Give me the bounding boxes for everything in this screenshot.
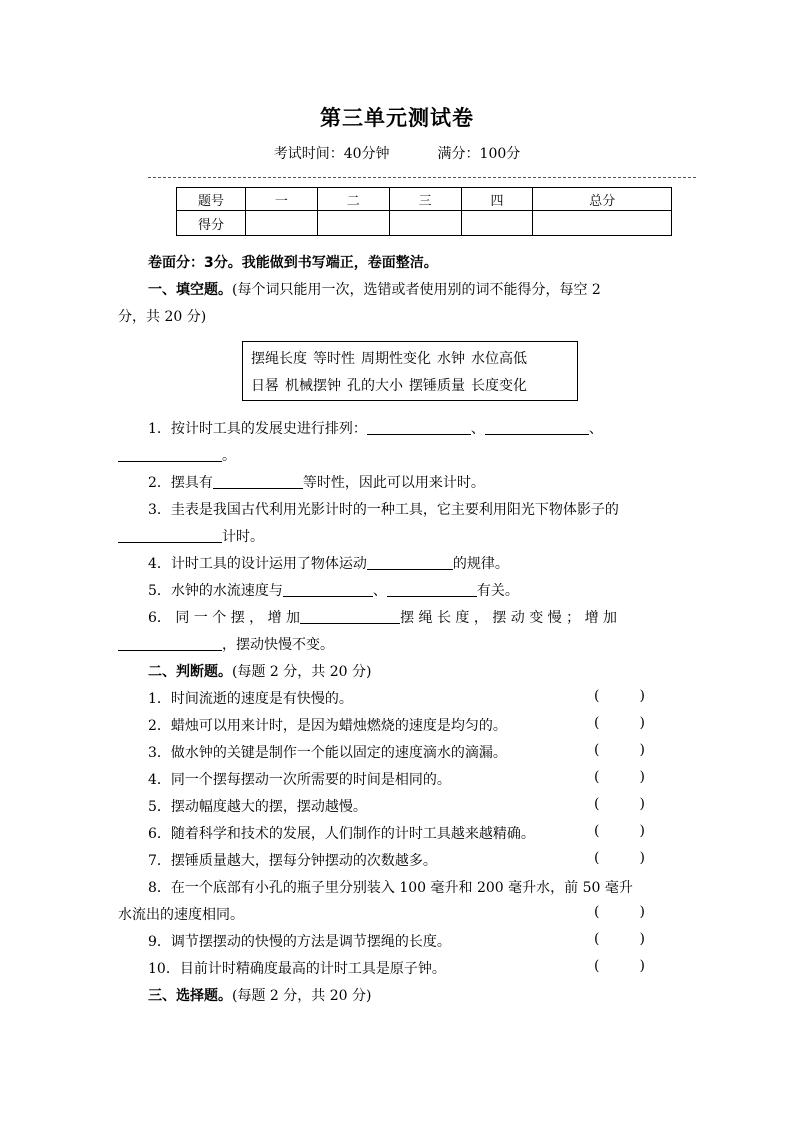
judge-item: 1．时间流逝的速度是有快慢的。 — [148, 691, 353, 707]
question-1-cont: 。 — [118, 445, 680, 465]
answer-paren[interactable]: ( ) — [594, 904, 645, 920]
answer-blank[interactable] — [300, 609, 400, 624]
divider — [148, 177, 696, 178]
score-cell: 得分 — [177, 211, 246, 236]
score-cell: 总分 — [533, 188, 672, 211]
section3-instructions: (每题 2 分，共 20 分) — [232, 988, 372, 1004]
word-bank-row — [251, 348, 533, 368]
answer-blank[interactable] — [367, 420, 471, 435]
judge-item: 4．同一个摆每摆动一次所需要的时间是相同的。 — [148, 772, 451, 788]
answer-blank[interactable] — [367, 555, 453, 570]
word-bank-item: 水位高低 — [471, 351, 527, 367]
score-cell: 二 — [317, 188, 389, 211]
answer-blank[interactable] — [118, 636, 222, 651]
section1-instructions-cont: 分，共 20 分) — [118, 309, 207, 325]
question-4: 4．计时工具的设计运用了物体运动 的规律。 — [148, 556, 509, 572]
score-input-cell[interactable] — [317, 211, 389, 236]
answer-paren[interactable]: ( ) — [594, 823, 645, 839]
section2-header — [148, 661, 710, 681]
answer-blank[interactable] — [118, 447, 222, 462]
score-input-cell[interactable] — [461, 211, 533, 236]
question-5: 5．水钟的水流速度与 、 有关。 — [148, 583, 519, 599]
full-marks: 满分：100分 — [437, 146, 521, 162]
answer-paren[interactable]: ( ) — [594, 742, 645, 758]
score-cell: 一 — [246, 188, 318, 211]
question-3: 3．圭表是我国古代利用光影计时的一种工具，它主要利用阳光下物体影子的 — [148, 502, 619, 518]
judge-item: 2．蜡烛可以用来计时，是因为蜡烛燃烧的速度是均匀的。 — [148, 718, 507, 734]
section1-instructions: (每个词只能用一次，选错或者使用别的词不能得分，每空 2 — [232, 282, 601, 298]
neatness-note: 卷面分：3分。我能做到书写端正，卷面整洁。 — [148, 255, 438, 271]
answer-blank[interactable] — [213, 474, 303, 489]
word-bank-item: 机械摆钟 — [285, 378, 341, 394]
judge-item: 10．目前计时精确度最高的计时工具是原子钟。 — [148, 961, 446, 977]
question-3-cont: 计时。 — [118, 526, 680, 546]
word-bank-item: 等时性 — [313, 351, 355, 367]
answer-paren[interactable]: ( ) — [594, 769, 645, 785]
answer-paren[interactable]: ( ) — [594, 958, 645, 974]
judge-item: 9．调节摆摆动的快慢的方法是调节摆绳的长度。 — [148, 934, 451, 950]
word-bank-item: 孔的大小 — [347, 378, 403, 394]
question-1: 1．按计时工具的发展史进行排列： 、 、 — [148, 421, 603, 437]
score-input-cell[interactable] — [533, 211, 672, 236]
section3-title: 三、选择题。 — [148, 988, 232, 1004]
section3-header — [148, 985, 710, 1005]
judge-item: 7．摆锤质量越大，摆每分钟摆动的次数越多。 — [148, 853, 437, 869]
word-bank — [242, 341, 578, 401]
question-6-cont: ，摆动快慢不变。 — [118, 634, 680, 654]
answer-blank[interactable] — [387, 582, 477, 597]
answer-paren[interactable]: ( ) — [594, 715, 645, 731]
score-input-cell[interactable] — [246, 211, 318, 236]
exam-time: 考试时间：40分钟 — [273, 146, 390, 162]
word-bank-item: 摆锤质量 — [409, 378, 465, 394]
answer-blank[interactable] — [485, 420, 589, 435]
judge-item: 8．在一个底部有小孔的瓶子里分别装入 100 毫升和 200 毫升水，前 50 毫升 — [148, 880, 633, 896]
question-6: 6． 同 一 个 摆 ， 增 加 摆 绳 长 度 ， 摆 动 变 慢 ； 增 加 — [148, 610, 618, 626]
score-cell: 题号 — [177, 188, 246, 211]
score-input-cell[interactable] — [389, 211, 461, 236]
answer-paren[interactable]: ( ) — [594, 931, 645, 947]
judge-item: 3．做水钟的关键是制作一个能以固定的速度滴水的滴漏。 — [148, 745, 507, 761]
score-cell: 三 — [389, 188, 461, 211]
section2-instructions: (每题 2 分，共 20 分) — [232, 664, 372, 680]
judge-item: 5．摆动幅度越大的摆，摆动越慢。 — [148, 799, 367, 815]
section1-title: 一、填空题。 — [148, 282, 232, 298]
word-bank-item: 日晷 — [251, 378, 279, 394]
word-bank-row — [251, 375, 533, 395]
score-table — [176, 187, 672, 236]
answer-paren[interactable]: ( ) — [594, 796, 645, 812]
score-cell: 四 — [461, 188, 533, 211]
question-2: 2．摆具有 等时性，因此可以用来计时。 — [148, 475, 485, 491]
judge-item: 6．随着科学和技术的发展，人们制作的计时工具越来越精确。 — [148, 826, 535, 842]
section1-header — [148, 279, 710, 299]
judge-item-cont: 水流出的速度相同。 — [118, 907, 244, 923]
page-title: 第三单元测试卷 — [320, 106, 474, 130]
answer-blank[interactable] — [283, 582, 373, 597]
word-bank-item: 摆绳长度 — [251, 351, 307, 367]
word-bank-item: 水钟 — [437, 351, 465, 367]
exam-info — [0, 143, 794, 163]
answer-paren[interactable]: ( ) — [594, 688, 645, 704]
word-bank-item: 周期性变化 — [361, 351, 431, 367]
word-bank-item: 长度变化 — [471, 378, 527, 394]
answer-blank[interactable] — [118, 528, 222, 543]
section2-title: 二、判断题。 — [148, 664, 232, 680]
answer-paren[interactable]: ( ) — [594, 850, 645, 866]
